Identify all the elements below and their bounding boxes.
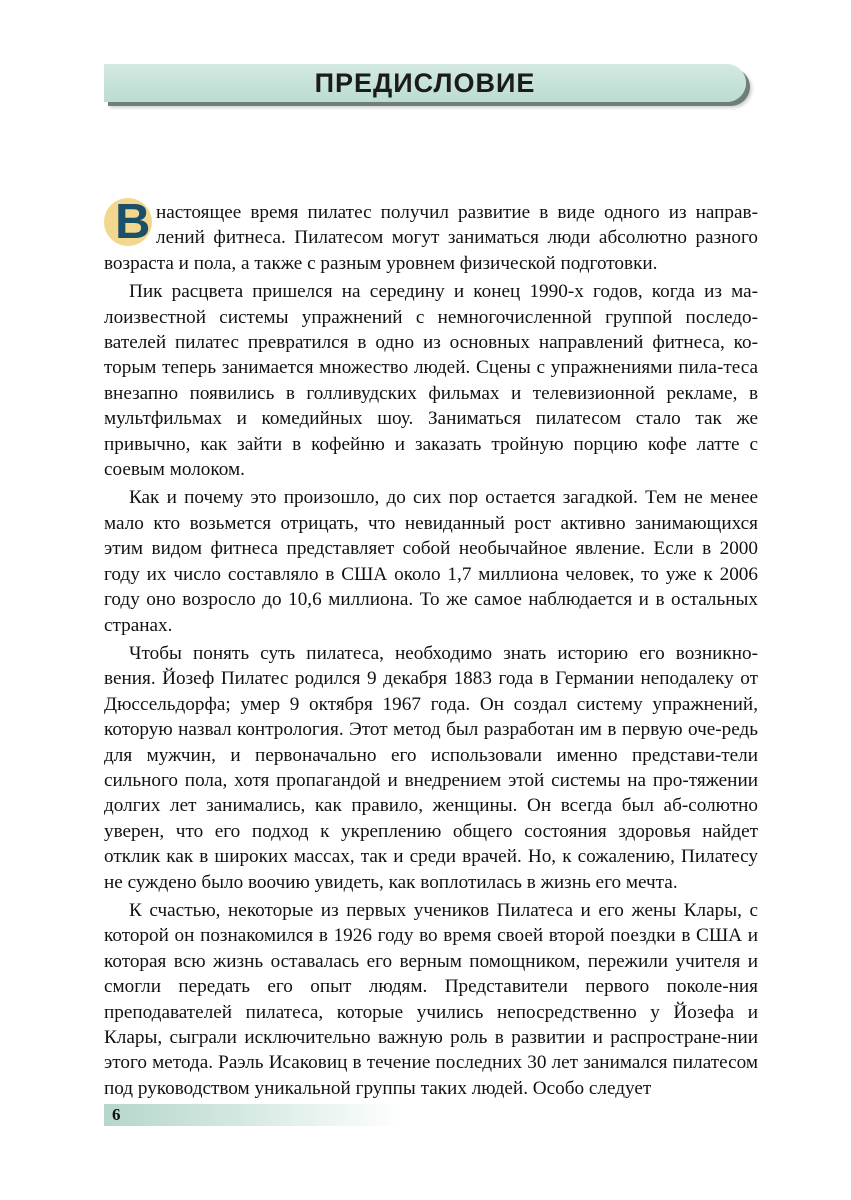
body-text: [104, 195, 758, 1104]
paragraph-1: [104, 195, 758, 276]
paragraph-5: К счастью, некоторые из первых учеников Пилатеса и его жены Клары, с которой он познакомился в 1926 году во время своей второй поездки в США и которая всю жизнь оставалась его верным помощником, пережили учителя и смогли передать его опыт людям. Представители первого поколе-ния преподавателей пилатеса, которые учились непосредственно у Йозефа и Клары, сыграли исключительно важную роль в развитии и распростране-нии этого метода. Раэль Исаковиц в течение последних 30 лет занимался пилатесом под руководством уникальной группы таких людей. Особо следует: [104, 899, 758, 1099]
paragraph-1-text: настоящее время пилатес получил развитие в виде одного из направ-лений фитнеса. Пилатесом могут заниматься люди абсолютно разного возраста и пола, а также с разным уровнем физической подготовки.: [104, 202, 758, 274]
chapter-header: [104, 64, 746, 102]
drop-cap-letter: В: [115, 195, 151, 249]
paragraph-2: Пик расцвета пришелся на середину и конец 1990-х годов, когда из ма-лоизвестной системы упражнений с немногочисленной группой последо-вателей пилатес превратился в одно из основных направлений фитнеса, ко-торым теперь занимается множество людей. Сцены с упражнениями пила-теса внезапно появились в голливудских фильмах и телевизионной рекламе, в мультфильмах и комедийных шоу. Заниматься пилатесом стало так же привычно, как зайти в кофейню и заказать тройную порцию кофе латте с соевым молоком.: [104, 281, 758, 481]
paragraph-3: Как и почему это произошло, до сих пор остается загадкой. Тем не менее мало кто возьмется отрицать, что невиданный рост активно занимающихся этим видом фитнеса представляет собой необычайное явление. Если в 2000 году их число составляло в США около 1,7 миллиона человек, то уже к 2006 году оно возросло до 10,6 миллиона. То же самое наблюдается и в остальных странах.: [104, 487, 758, 636]
paragraph-4: Чтобы понять суть пилатеса, необходимо знать историю его возникно-вения. Йозеф Пилатес родился 9 декабря 1883 года в Германии неподалеку от Дюссельдорфа; умер 9 октября 1967 года. Он создал систему упражнений, которую назвал контрология. Этот метод был разработан им в первую оче-редь для мужчин, и первоначально его использовали именно представи-тели сильного пола, хотя пропагандой и внедрением этой системы на про-тяжении долгих лет занимались, как правило, женщины. Он всегда был аб-солютно уверен, что его подход к укреплению общего состояния здоровья найдет отклик как в широких массах, так и среди врачей. Но, к сожалению, Пилатесу не суждено было воочию увидеть, как воплотилась в жизнь его мечта.: [104, 642, 758, 893]
footer-bar: [104, 1104, 404, 1126]
page-number: 6: [112, 1105, 121, 1124]
chapter-title: ПРЕДИСЛОВИЕ: [314, 67, 536, 98]
drop-cap: [104, 195, 152, 249]
